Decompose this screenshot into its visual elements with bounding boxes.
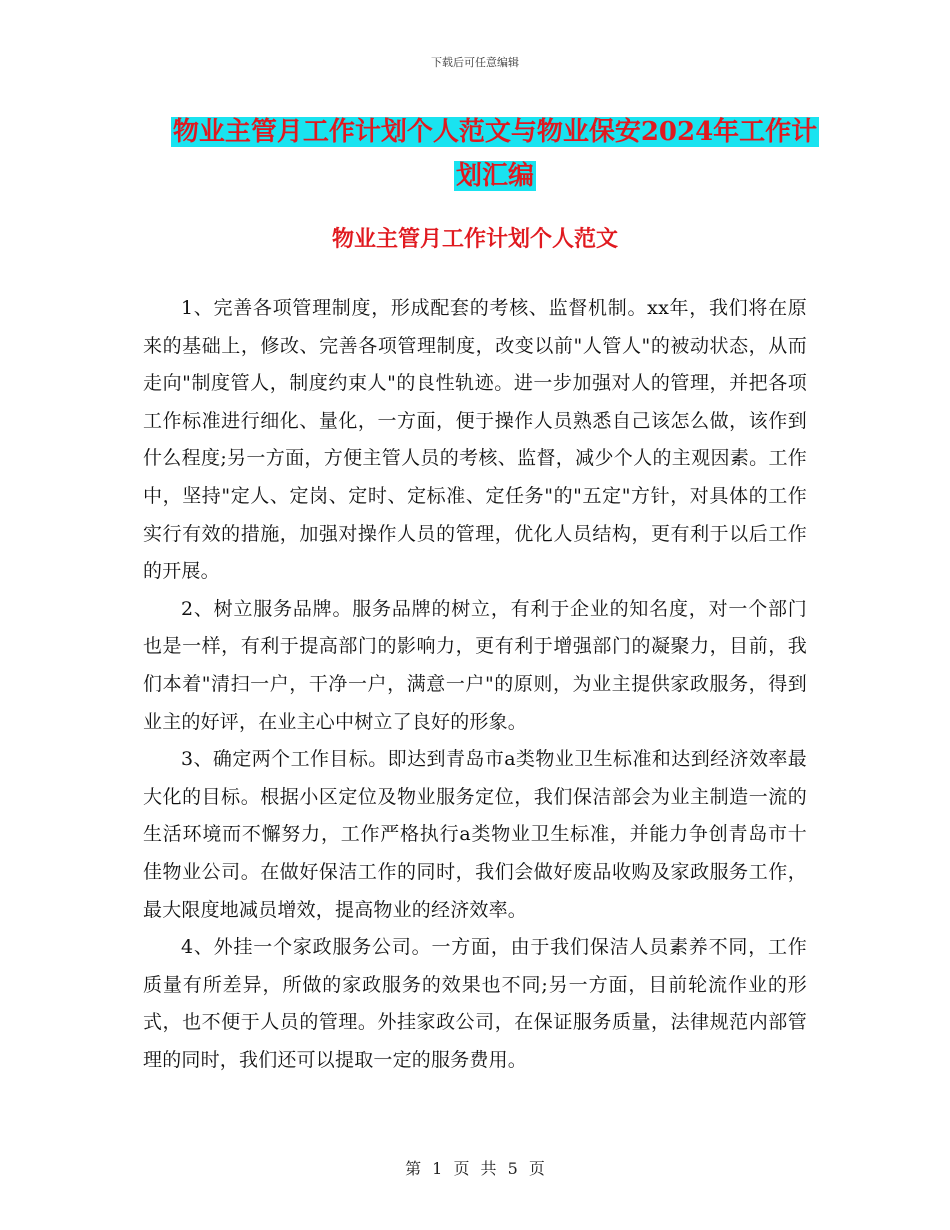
- header-note: 下载后可任意编辑: [431, 56, 519, 69]
- document-title: [170, 110, 820, 198]
- paragraph-2: 2、树立服务品牌。服务品牌的树立，有利于企业的知名度，对一个部门也是一样，有利于提高部门的影响力，更有利于增强部门的凝聚力，目前，我们本着"清扫一户，干净一户，满意一户"的原则，为业主提供家政服务，得到业主的好评，在业主心中树立了良好的形象。: [143, 597, 807, 733]
- paragraph-4: 4、外挂一个家政服务公司。一方面，由于我们保洁人员素养不同，工作质量有所差异，所做的家政服务的效果也不同;另一方面，目前轮流作业的形式，也不便于人员的管理。外挂家政公司，在保证服务质量，法律规范内部管理的同时，我们还可以提取一定的服务费用。: [143, 936, 807, 1071]
- section-heading: 物业主管月工作计划个人范文: [331, 226, 618, 252]
- paragraph-3: 3、确定两个工作目标。即达到青岛市a类物业卫生标准和达到经济效率最大化的目标。根据小区定位及物业服务定位，我们保洁部会为业主制造一流的生活环境而不懈努力，工作严格执行a类物业卫生标准，并能力争创青岛市十佳物业公司。在做好保洁工作的同时，我们会做好废品收购及家政服务工作，最大限度地减员增效，提高物业的经济效率。: [143, 748, 807, 921]
- document-body: [143, 290, 807, 1079]
- page-footer: 第 1 页 共 5 页: [405, 1159, 545, 1178]
- document-title-text: 物业主管月工作计划个人范文与物业保安2024年工作计划汇编: [172, 117, 818, 191]
- paragraph-1: 1、完善各项管理制度，形成配套的考核、监督机制。xx年，我们将在原来的基础上，修改、完善各项管理制度，改变以前"人管人"的被动状态，从而走向"制度管人，制度约束人"的良性轨迹。进一步加强对人的管理，并把各项工作标准进行细化、量化，一方面，便于操作人员熟悉自己该怎么做，该作到什么程度;另一方面，方便主管人员的考核、监督，减少个人的主观因素。工作中，坚持"定人、定岗、定时、定标准、定任务"的"五定"方针，对具体的工作实行有效的措施，加强对操作人员的管理，优化人员结构，更有利于以后工作的开展。: [143, 297, 807, 583]
